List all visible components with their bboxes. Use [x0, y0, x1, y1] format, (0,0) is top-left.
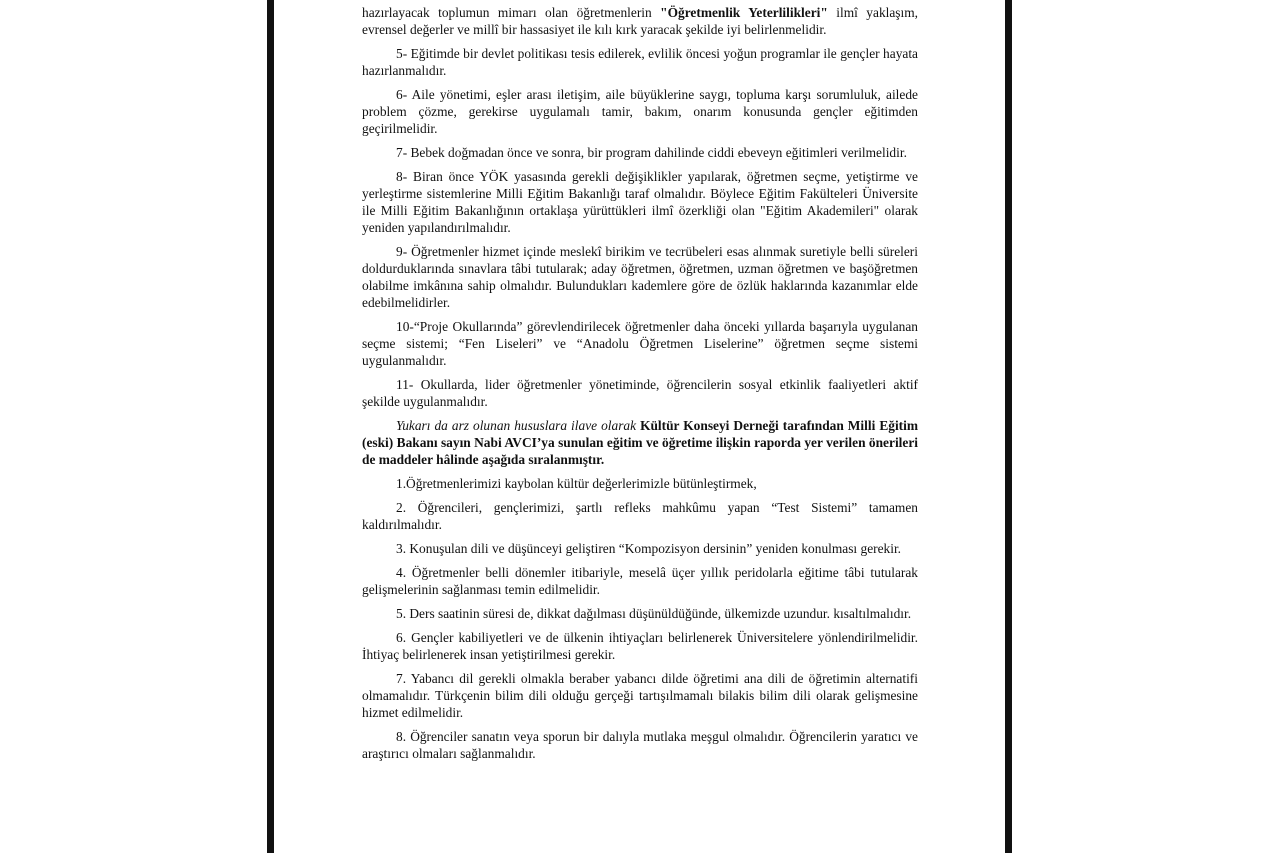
paragraph-proposal-2 — [362, 499, 918, 533]
paragraph-text: 8. Öğrenciler sanatın veya sporun bir dalıyla mutlaka meşgul olmalıdır. Öğrencilerin yaratıcı ve araştırıcı olmaları sağlanmalıdır. — [362, 729, 918, 761]
paragraph-text: 10-“Proje Okullarında” görevlendirilecek öğretmenler daha önceki yıllarda başarıyla uygulanan seçme sistemi; “Fen Liseleri” ve “Anadolu Öğretmen Liselerine” öğretmen seçme sistemi uygulanmalıdır. — [362, 319, 918, 368]
paragraph-proposal-1 — [362, 475, 918, 492]
paragraph-text: hazırlayacak toplumun mimarı olan öğretmenlerin — [362, 5, 661, 20]
paragraph-item-6 — [362, 86, 918, 137]
document-page — [362, 4, 918, 769]
paragraph-kultur-konseyi-intro — [362, 417, 918, 468]
paragraph-text: 3. Konuşulan dili ve düşünceyi geliştiren “Kompozisyon dersinin” yeniden konulması gerekir. — [396, 541, 902, 556]
paragraph-text: 5. Ders saatinin süresi de, dikkat dağılması düşünüldüğünde, ülkemizde uzundur. kısaltılmalıdır. — [396, 606, 912, 621]
paragraph-proposal-3 — [362, 540, 918, 557]
paragraph-item-9 — [362, 243, 918, 311]
paragraph-italic-text: Yukarı da arz olunan hususlara ilave olarak — [396, 418, 637, 433]
paragraph-text: 1.Öğretmenlerimizi kaybolan kültür değerlerimizle bütünleştirmek, — [396, 476, 757, 491]
paragraph-text: 5- Eğitimde bir devlet politikası tesis edilerek, evlilik öncesi yoğun programlar ile gençler hayata hazırlanmalıdır. — [362, 46, 918, 78]
paragraph-proposal-4 — [362, 564, 918, 598]
paragraph-yeterlilikler — [362, 4, 918, 38]
paragraph-item-11 — [362, 376, 918, 410]
paragraph-text: 7- Bebek doğmadan önce ve sonra, bir program dahilinde ciddi ebeveyn eğitimleri verilmelidir. — [396, 145, 907, 160]
paragraph-item-8 — [362, 168, 918, 236]
paragraph-proposal-8 — [362, 728, 918, 762]
paragraph-text: 7. Yabancı dil gerekli olmakla beraber yabancı dilde öğretimi ana dili de öğretimin alternatifi olmamalıdır. Türkçenin bilim dili olduğu gerçeği tartışılmamalı bilakis bilim dili olarak gelişmesine hizmet edilmelidir. — [362, 671, 918, 720]
paragraph-text: 4. Öğretmenler belli dönemler itibariyle, meselâ üçer yıllık peridolarla eğitime tâbi tutularak gelişmelerinin sağlanması temin edilmelidir. — [362, 565, 918, 597]
paragraph-text: 6- Aile yönetimi, eşler arası iletişim, aile büyüklerine saygı, topluma karşı sorumluluk, ailede problem çözme, gerekirse uygulamalı tamir, bakım, onarım konusunda gençler eğitimden geçirilmelidir. — [362, 87, 918, 136]
paragraph-proposal-5 — [362, 605, 918, 622]
paragraph-item-10 — [362, 318, 918, 369]
paragraph-proposal-6 — [362, 629, 918, 663]
page-frame-left-border — [267, 0, 274, 853]
paragraph-text: ilmî yaklaşım, evrensel değerler ve millî bir hassasiyet ile kılı kırk yaracak şekilde iyi belirlenmelidir. — [362, 5, 919, 37]
paragraph-bold-text: "Öğretmenlik Yeterlilikleri" — [660, 5, 828, 20]
paragraph-item-7 — [362, 144, 918, 161]
paragraph-proposal-7 — [362, 670, 918, 721]
paragraph-bold-text: Kültür Konseyi Derneği tarafından Milli Eğitim (eski) Bakanı sayın Nabi AVCI’ya sunulan eğitim ve öğretime ilişkin raporda yer verilen önerileri de maddeler hâlinde aşağıda sıralanmıştır. — [362, 418, 919, 467]
page-frame-right-border — [1005, 0, 1012, 853]
paragraph-text: 2. Öğrencileri, gençlerimizi, şartlı refleks mahkûmu yapan “Test Sistemi” tamamen kaldırılmalıdır. — [362, 500, 918, 532]
paragraph-text: 8- Biran önce YÖK yasasında gerekli değişiklikler yapılarak, öğretmen seçme, yetiştirme ve yerleştirme sistemlerine Milli Eğitim Bakanlığı taraf olmalıdır. Böylece Eğitim Fakülteleri Üniversite ile Milli Eğitim Bakanlığının ortaklaşa yürüttükleri ilmî özerkliği olan "Eğitim Akademileri" olarak yeniden yapılandırılmalıdır. — [362, 169, 918, 235]
paragraph-text: 6. Gençler kabiliyetleri ve de ülkenin ihtiyaçları belirlenerek Üniversitelere yönlendirilmelidir. İhtiyaç belirlenerek insan yetiştirilmesi gerekir. — [362, 630, 918, 662]
paragraph-text: 9- Öğretmenler hizmet içinde meslekî birikim ve tecrübeleri esas alınmak suretiyle belli süreleri doldurduklarında sınavlara tâbi tutularak; aday öğretmen, öğretmen, uzman öğretmen ve başöğretmen olabilme imkânına sahip olmalıdır. Bulundukları kademlere göre de özlük haklarında kazanımlar elde edebilmelidirler. — [362, 244, 918, 310]
paragraph-item-5 — [362, 45, 918, 79]
paragraph-text: 11- Okullarda, lider öğretmenler yönetiminde, öğrencilerin sosyal etkinlik faaliyetleri aktif şekilde uygulanmalıdır. — [362, 377, 918, 409]
